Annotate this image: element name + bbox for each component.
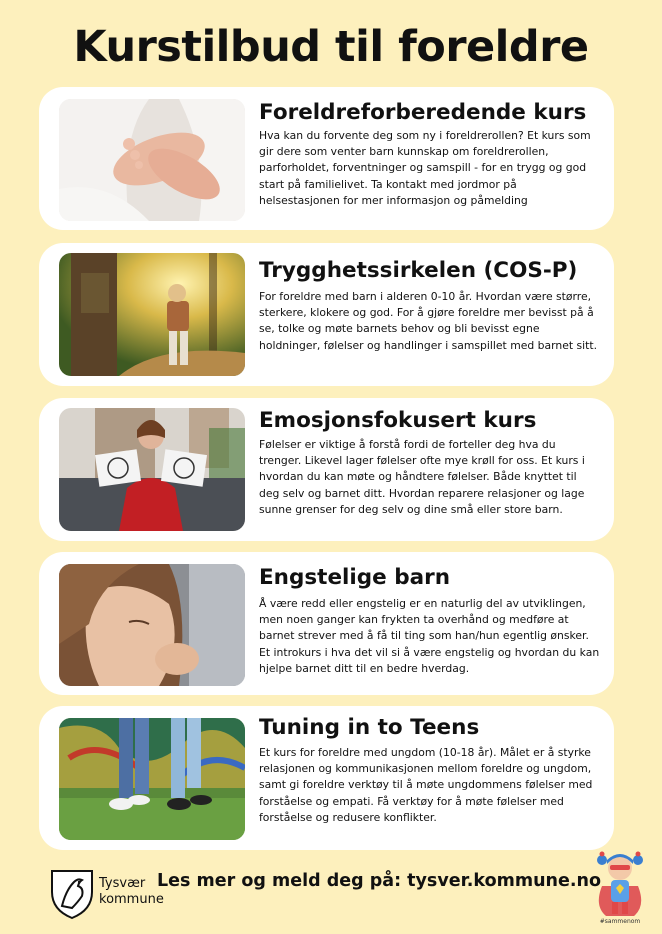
hashtag: #sammenom (599, 918, 641, 925)
signup-call-to-action: Les mer og meld deg på: tysver.kommune.no (157, 871, 601, 891)
course-heading: Trygghetssirkelen (COS-P) (259, 258, 578, 283)
superhero-girl-mascot-icon (592, 846, 648, 920)
teens-walking-photo (59, 718, 245, 840)
course-description: Å være redd eller engstelig er en naturlig del av utviklingen, men noen ganger kan frykten ta overhånd og medføre at barnet strever med å få til ting som han/hun egentlig ønsker. Et introkurs i hva det vil si å være engstelig og hvordan du kan hjelpe barnet ditt til en bedre hverdag. (259, 597, 600, 675)
tysvaer-coat-of-arms-icon (48, 868, 96, 920)
course-description: For foreldre med barn i alderen 0-10 år. Hvordan være større, sterkere, klokere og god. For å gjøre foreldre mer bevisst på å se, tolke og møte barnets behov og bli bevisst egne holdninger, følelser og handlinger i samspillet med barnet sitt. (259, 290, 598, 352)
parent-child-forest-photo (59, 253, 245, 376)
course-heading: Emosjonsfokusert kurs (259, 408, 537, 433)
municipality-line2: kommune (99, 892, 164, 907)
course-description: Hva kan du forvente deg som ny i foreldrerollen? Et kurs som gir dere som venter barn kunnskap om foreldrerollen, parforholdet, forventninger og samspill - for en trygg og god start på familielivet. Ta kontakt med jordmor på helsestasjonen for mer informasjon og påmelding (259, 129, 591, 207)
course-card-engstelige-barn (39, 552, 614, 695)
course-heading: Foreldreforberedende kurs (259, 100, 587, 125)
anxious-girl-photo (59, 564, 245, 686)
course-card-foreldreforberedende (39, 87, 614, 230)
course-description: Følelser er viktige å forstå fordi de forteller deg hva du trenger. Likevel lager følelser ofte mye krøll for oss. Et kurs i hvordan du kan møte og håndtere følelser. Både knyttet til deg selv og barnet ditt. Hvordan reparere relasjoner og lage sunne grenser for deg selv og dine små eller store barn. (259, 438, 585, 516)
course-description: Et kurs for foreldre med ungdom (10-18 år). Målet er å styrke relasjonen og kommunikasjonen mellom foreldre og ungdom, samt gi foreldre verktøy til å møte ungdommens følelser med forståelse og empati. Få verktøy for å møte følelser med forståelse og redusere konflikter. (259, 746, 593, 824)
page-title: Kurstilbud til foreldre (73, 22, 589, 72)
course-card-tuning-in-to-teens (39, 706, 614, 850)
course-card-trygghetssirkelen (39, 243, 614, 386)
course-heading: Engstelige barn (259, 565, 451, 590)
course-card-emosjonsfokusert (39, 398, 614, 541)
emotions-girl-photo (59, 408, 245, 531)
municipality-name (99, 876, 164, 908)
course-heading: Tuning in to Teens (259, 715, 480, 740)
municipality-line1: Tysvær (99, 876, 146, 891)
baby-feet-photo (59, 99, 245, 221)
